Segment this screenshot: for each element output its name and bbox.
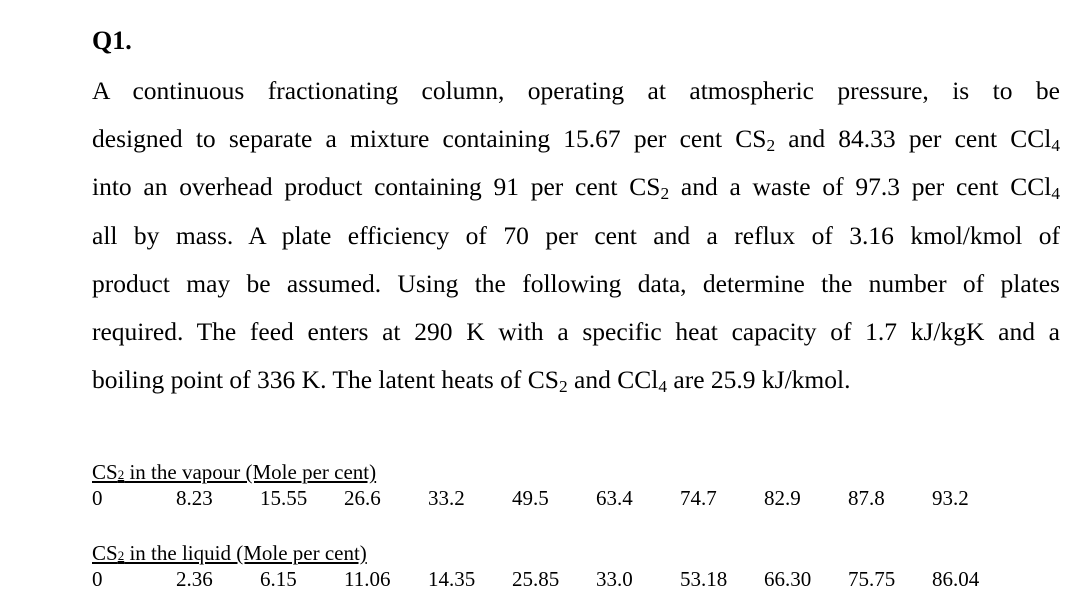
question-text bbox=[92, 67, 1060, 404]
liquid-value-8: 66.30 bbox=[764, 567, 812, 591]
text-segment: product may be assumed. Using the following data, determine the number of plates bbox=[92, 268, 1060, 298]
text-line bbox=[92, 212, 1060, 260]
liquid-heading-formula bbox=[92, 541, 124, 565]
vapour-data-table bbox=[92, 460, 992, 512]
chemical-formula bbox=[617, 365, 667, 394]
liquid-value-2: 6.15 bbox=[260, 567, 297, 591]
liquid-table-heading bbox=[92, 541, 992, 565]
formula-base: CS bbox=[629, 172, 661, 202]
question-number: Q1. bbox=[92, 26, 132, 55]
formula-subscript: 4 bbox=[658, 376, 668, 396]
liquid-value-5: 25.85 bbox=[512, 567, 560, 591]
vapour-value-7: 74.7 bbox=[680, 486, 717, 510]
chemical-formula bbox=[735, 124, 775, 153]
liquid-heading-formula-base: CS bbox=[92, 541, 118, 565]
text-line bbox=[92, 163, 1060, 211]
text-line bbox=[92, 67, 1060, 115]
vapour-table-heading bbox=[92, 460, 992, 484]
formula-base: CS bbox=[527, 365, 559, 395]
chemical-formula bbox=[1010, 124, 1060, 153]
vapour-value-10: 93.2 bbox=[932, 486, 969, 510]
vapour-value-6: 63.4 bbox=[596, 486, 633, 510]
liquid-value-0: 0 bbox=[92, 567, 103, 591]
formula-subscript: 2 bbox=[660, 184, 670, 204]
formula-subscript: 4 bbox=[1051, 184, 1060, 204]
liquid-value-10: 86.04 bbox=[932, 567, 980, 591]
liquid-value-7: 53.18 bbox=[680, 567, 728, 591]
chemical-formula bbox=[1010, 172, 1060, 204]
text-segment: and a waste of 97.3 per cent bbox=[669, 172, 1011, 202]
text-segment: A continuous fractionating column, operating at atmospheric pressure, is to be bbox=[92, 76, 1060, 105]
vapour-value-9: 87.8 bbox=[848, 486, 885, 510]
formula-base: CCl bbox=[1010, 172, 1052, 202]
text-line bbox=[92, 356, 1060, 404]
text-segment: and bbox=[567, 365, 618, 395]
text-segment: designed to separate a mixture containing 15.67 per cent bbox=[92, 124, 736, 154]
formula-base: CS bbox=[735, 124, 767, 154]
vapour-value-3: 26.6 bbox=[344, 486, 381, 510]
formula-subscript: 2 bbox=[766, 136, 776, 155]
liquid-heading-formula-subscript: 2 bbox=[117, 548, 125, 563]
vapour-heading-formula-subscript: 2 bbox=[117, 467, 125, 482]
liquid-value-3: 11.06 bbox=[344, 567, 391, 591]
chemical-formula bbox=[629, 172, 670, 204]
liquid-value-6: 33.0 bbox=[596, 567, 633, 591]
vapour-heading-text: in the vapour (Mole per cent) bbox=[124, 460, 377, 484]
vapour-heading-formula bbox=[92, 460, 124, 484]
formula-subscript: 4 bbox=[1051, 136, 1060, 155]
liquid-value-9: 75.75 bbox=[848, 567, 896, 591]
vapour-value-2: 15.55 bbox=[260, 486, 308, 510]
formula-base: CCl bbox=[1010, 124, 1052, 154]
vapour-value-0: 0 bbox=[92, 486, 103, 510]
text-line bbox=[92, 260, 1060, 308]
text-segment: are 25.9 kJ/kmol. bbox=[667, 365, 851, 395]
chemical-formula bbox=[528, 365, 568, 394]
liquid-data-table bbox=[92, 541, 992, 593]
text-line bbox=[92, 115, 1060, 163]
vapour-value-5: 49.5 bbox=[512, 486, 549, 510]
vapour-value-1: 8.23 bbox=[176, 486, 213, 510]
text-line bbox=[92, 308, 1060, 356]
text-segment: all by mass. A plate efficiency of 70 per cent and a reflux of 3.16 kmol/kmol of bbox=[92, 220, 1060, 250]
vapour-heading-formula-base: CS bbox=[92, 460, 118, 484]
liquid-value-1: 2.36 bbox=[176, 567, 213, 591]
vapour-value-4: 33.2 bbox=[428, 486, 465, 510]
liquid-values-row bbox=[92, 565, 992, 593]
text-segment: into an overhead product containing 91 per cent bbox=[92, 172, 630, 202]
formula-base: CCl bbox=[617, 365, 659, 395]
liquid-value-4: 14.35 bbox=[428, 567, 476, 591]
vapour-values-row bbox=[92, 484, 992, 512]
text-segment: and 84.33 per cent bbox=[775, 124, 1011, 154]
text-segment: required. The feed enters at 290 K with a specific heat capacity of 1.7 kJ/kgK and a bbox=[92, 316, 1060, 346]
liquid-heading-text: in the liquid (Mole per cent) bbox=[124, 541, 367, 565]
vapour-value-8: 82.9 bbox=[764, 486, 801, 510]
formula-subscript: 2 bbox=[559, 376, 568, 396]
text-segment: boiling point of 336 K. The latent heats of bbox=[92, 365, 528, 395]
